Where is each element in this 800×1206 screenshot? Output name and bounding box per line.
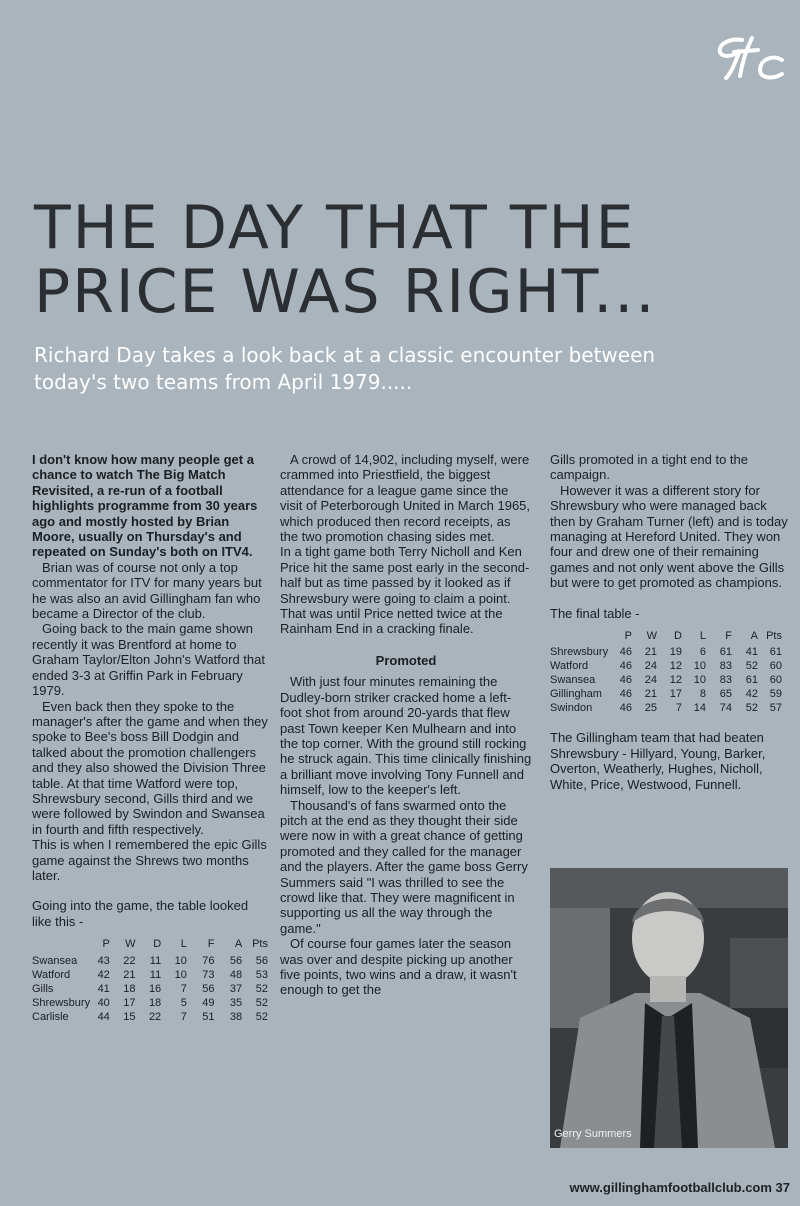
stat-cell: 52 [745,660,758,673]
stat-cell: 60 [769,660,782,673]
stat-cell: 7 [675,702,682,715]
stat-cell: 17 [123,996,136,1009]
stat-cell: 6 [699,646,706,659]
team-name-cell: Gillingham [550,688,602,701]
stat-cell: 38 [229,1010,243,1023]
table-header-cell: P [624,630,632,643]
table-header-cell: F [725,630,732,643]
table-row [32,982,268,996]
table-row [550,701,782,715]
photo-caption: Gerry Summers [554,1128,632,1140]
team-name-cell: Swansea [550,674,596,687]
body-paragraph: Going back to the main game shown recently it was Brentford at home to Graham Taylor/Elton John's Watford that ended 3-3 at Griffin Park in February 1979. [32,621,265,699]
stat-cell: 83 [719,674,732,687]
table-header-cell [550,629,616,645]
table-row [32,996,268,1010]
body-paragraph: In a tight game both Terry Nicholl and Ken Price hit the same post early in the second-half but as time passed by it looked as if Shrewsbury were going to claim a point. That was until Price netted twice at the Rainham End in a cracking finale. [280,544,530,637]
stat-cell: 10 [174,954,187,967]
table-row [32,954,268,968]
stat-cell: 52 [255,996,268,1009]
stat-cell: 83 [719,660,732,673]
article-column-3 [550,452,795,792]
stat-cell: 73 [202,968,215,981]
body-paragraph: The final table - [550,605,640,621]
stat-cell: 10 [693,660,706,673]
stat-cell: 10 [174,968,187,981]
body-paragraph: With just four minutes remaining the Dudley-born striker cracked home a left-foot shot from around 20-yards that flew past Town keeper Ken Mulhearn and into the top corner. With the ground still rocking he struck again. This time clinically finishing a brilliant move involving Tony Funnell and himself, low to the keeper's left. [280,674,532,798]
stat-cell: 46 [619,674,632,687]
stat-cell: 12 [669,660,682,673]
stat-cell: 35 [229,996,243,1009]
portrait-photo [550,868,788,1148]
stat-cell: 53 [255,968,268,981]
team-name-cell: Carlisle [32,1010,69,1023]
table-header-cell [32,937,96,953]
stat-cell: 56 [202,982,215,995]
stat-cell: 44 [97,1010,110,1023]
standfirst [34,342,774,396]
team-name-cell: Swansea [32,954,78,967]
body-paragraph: However it was a different story for Shrewsbury who were managed back then by Graham Turner (left) and is today managing at Hereford United. They won four and drew one of their remaining games and not only went above the Gills but were to get promoted as champions. [550,482,788,591]
stat-cell: 11 [149,954,162,967]
stat-cell: 25 [644,702,657,715]
stat-cell: 52 [255,982,268,995]
stat-cell: 61 [745,674,758,687]
table-header-cell: F [207,938,215,951]
team-name-cell: Watford [550,660,589,673]
table-row [32,968,268,982]
stat-cell: 7 [180,1010,187,1023]
stat-cell: 18 [123,982,136,995]
table-header-cell: Pts [766,630,782,643]
standfirst-line-1: Richard Day takes a look back at a classic encounter between [34,343,656,367]
article-column-1 [32,452,268,1024]
subheading: Promoted [375,652,437,668]
team-name-cell: Gills [32,982,54,995]
table-header-cell: A [234,938,243,951]
stat-cell: 21 [644,646,657,659]
stat-cell: 43 [97,954,110,967]
stat-cell: 61 [719,646,732,659]
table-header-cell: D [674,630,682,643]
body-paragraph: The Gillingham team that had beaten Shrewsbury - Hillyard, Young, Barker, Overton, Weatherly, Hughes, Nicholl, White, Price, Westwood, Funnell. [550,730,766,792]
body-paragraph: Brian was of course not only a top commentator for ITV for many years but he was also an avid Gillingham fan who became a Director of the club. [32,559,262,622]
table-header-cell: D [153,938,162,951]
team-name-cell: Watford [32,968,71,981]
headline-line-2: PRICE WAS RIGHT... [34,257,657,327]
body-paragraph: A crowd of 14,902, including myself, were crammed into Priestfield, the biggest attendance for a league game since the visit of Peterborough United in March 1965, which produced then record receipts, as the two promotion chasing sides met. [280,452,531,545]
stat-cell: 51 [202,1010,215,1023]
article-column-2 [280,452,532,998]
table-row [550,673,782,687]
team-name-cell: Shrewsbury [550,646,609,659]
stat-cell: 65 [719,688,732,701]
stat-cell: 57 [769,702,782,715]
headline-line-1: THE DAY THAT THE [34,193,636,263]
stat-cell: 48 [229,968,243,981]
standfirst-line-2: today's two teams from April 1979..... [34,370,413,394]
stat-cell: 56 [229,954,243,967]
stat-cell: 15 [123,1010,136,1023]
body-paragraph: Going into the game, the table looked like this - [32,898,249,929]
stat-cell: 41 [745,646,758,659]
table-row [550,687,782,701]
stat-cell: 42 [97,968,110,981]
stat-cell: 40 [97,996,110,1009]
page-footer: www.gillinghamfootballclub.com 37 [569,1180,790,1195]
league-table-final [550,629,782,715]
table-header-cell: Pts [252,938,268,951]
stat-cell: 52 [255,1010,268,1023]
stat-cell: 24 [644,660,657,673]
stat-cell: 46 [619,688,632,701]
stat-cell: 46 [619,702,632,715]
portrait-photo-icon [550,868,788,1148]
stat-cell: 41 [97,982,110,995]
table-header-row [550,629,782,645]
team-name-cell: Swindon [550,702,593,715]
stat-cell: 49 [202,996,215,1009]
stat-cell: 52 [745,702,758,715]
stat-cell: 46 [619,646,632,659]
body-paragraph: Even back then they spoke to the manager's after the game and when they spoke to Bee's boss Bill Dodgin and talked about the promotion challengers and they also showed the Division Three table. At that time Watford were top, Shrewsbury second, Gills third and we were followed by Swindon and Swansea in fourth and fifth respectively. [32,698,268,837]
table-row [550,659,782,673]
league-table-before [32,937,268,1023]
table-header-row [32,937,268,953]
stat-cell: 14 [693,702,706,715]
stat-cell: 60 [769,674,782,687]
stat-cell: 18 [148,996,162,1009]
stat-cell: 12 [669,674,682,687]
body-paragraph: Thousand's of fans swarmed onto the pitch at the end as they thought their side were now in with a great chance of getting promoted and they called for the manager and the players. After the game boss Gerry Summers said "I was thrilled to see the crowd like that. They were magnificent in supporting us all the way through the game." [280,797,528,936]
stat-cell: 37 [229,982,243,995]
stat-cell: 46 [619,660,632,673]
stat-cell: 22 [148,1010,162,1023]
stat-cell: 10 [693,674,706,687]
stat-cell: 74 [719,702,732,715]
table-header-cell: A [750,630,758,643]
stat-cell: 5 [180,996,187,1009]
gfc-logo-icon [712,30,790,86]
body-paragraph: Gills promoted in a tight end to the campaign. [550,452,749,483]
stat-cell: 21 [123,968,136,981]
stat-cell: 7 [180,982,187,995]
stat-cell: 19 [669,646,682,659]
table-header-cell: W [125,938,136,951]
stat-cell: 61 [769,646,782,659]
stat-cell: 56 [255,954,268,967]
stat-cell: 16 [148,982,162,995]
body-paragraph: Of course four games later the season was over and despite picking up another five points, two wins and a draw, it wasn't enough to get the [280,936,517,998]
stat-cell: 42 [745,688,758,701]
stat-cell: 24 [644,674,657,687]
page-title [34,193,774,327]
body-paragraph: This is when I remembered the epic Gills game against the Shrews two months later. [32,837,267,883]
table-row [32,1010,268,1024]
stat-cell: 17 [669,688,682,701]
lead-paragraph: I don't know how many people get a chance to watch The Big Match Revisited, a re-run of a football highlights programme from 30 years ago and mostly hosted by Brian Moore, usually on Thursday's and repeated on Sunday's both on ITV4. [32,452,258,560]
table-row [550,645,782,659]
stat-cell: 11 [149,968,162,981]
stat-cell: 22 [123,954,136,967]
stat-cell: 76 [202,954,215,967]
table-header-cell: P [102,938,110,951]
stat-cell: 59 [769,688,782,701]
table-header-cell: W [646,630,657,643]
stat-cell: 8 [699,688,706,701]
team-name-cell: Shrewsbury [32,996,91,1009]
stat-cell: 21 [644,688,657,701]
table-header-cell: L [699,630,706,643]
table-header-cell: L [180,938,187,951]
